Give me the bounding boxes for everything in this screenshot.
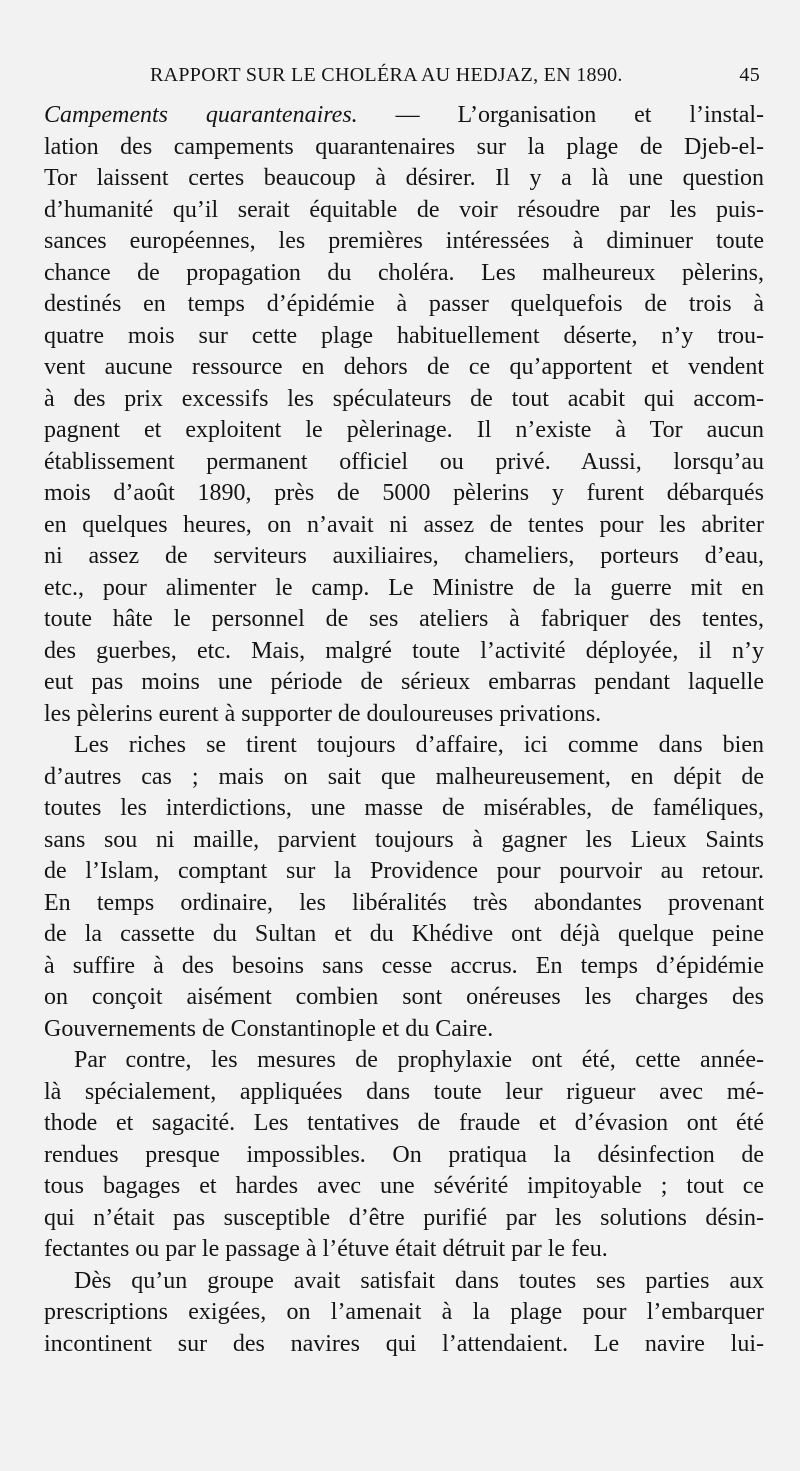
section-lead: Campements quarantenaires.	[44, 102, 358, 128]
text-line: quatre mois sur cette plage habituellement déserte, n’y trou-	[44, 322, 764, 349]
text-line: les pèlerins eurent à supporter de douloureuses privations.	[44, 700, 602, 727]
text-line-content: — L’organisation et l’instal-	[357, 102, 764, 128]
text-line: rendues presque impossibles. On pratiqua la désinfection de	[44, 1141, 764, 1168]
text-line: Dès qu’un groupe avait satisfait dans toutes ses parties aux	[74, 1267, 764, 1294]
text-line: eut pas moins une période de sérieux embarras pendant laquelle	[44, 669, 764, 695]
text-line: pagnent et exploitent le pèlerinage. Il n’existe à Tor aucun	[44, 417, 764, 443]
text-line: toute hâte le personnel de ses ateliers à fabriquer des tentes,	[44, 606, 764, 632]
text-line: etc., pour alimenter le camp. Le Ministre de la guerre mit en	[44, 574, 764, 601]
page-number: 45	[739, 64, 760, 86]
text-line: vent aucune ressource en dehors de ce qu’apportent et vendent	[44, 354, 764, 380]
text-line: chance de propagation du choléra. Les malheureux pèlerins,	[44, 259, 764, 286]
text-line: En temps ordinaire, les libéralités très abondantes provenant	[44, 889, 764, 916]
text-line: d’humanité qu’il serait équitable de voir résoudre par les puis-	[44, 196, 764, 223]
text-line: Les riches se tirent toujours d’affaire, ici comme dans bien	[74, 732, 764, 758]
text-line: Gouvernements de Constantinople et du Caire.	[44, 1015, 494, 1042]
text-line: à des prix excessifs les spéculateurs de tout acabit qui accom-	[44, 385, 764, 412]
text-line: sances européennes, les premières intéressées à diminuer toute	[44, 228, 764, 254]
text-line: établissement permanent officiel ou privé. Aussi, lorsqu’au	[44, 448, 764, 475]
text-line: Tor laissent certes beaucoup à désirer. Il y a là une question	[44, 165, 764, 191]
running-header	[150, 64, 760, 90]
text-line: destinés en temps d’épidémie à passer quelquefois de trois à	[44, 291, 764, 317]
text-line	[44, 100, 764, 132]
text-line: à suffire à des besoins sans cesse accrus. En temps d’épidémie	[44, 952, 764, 979]
text-line: fectantes ou par le passage à l’étuve était détruit par le feu.	[44, 1236, 608, 1262]
text-line: incontinent sur des navires qui l’attendaient. Le navire lui-	[44, 1330, 764, 1357]
text-line: ni assez de serviteurs auxiliaires, chameliers, porteurs d’eau,	[44, 543, 764, 569]
text-line: tous bagages et hardes avec une sévérité impitoyable ; tout ce	[44, 1173, 764, 1199]
text-line: lation des campements quarantenaires sur la plage de Djeb-el-	[44, 133, 764, 160]
text-line: on conçoit aisément combien sont onéreuses les charges des	[44, 984, 764, 1010]
text-line: mois d’août 1890, près de 5000 pèlerins y furent débarqués	[44, 480, 764, 506]
text-line: des guerbes, etc. Mais, malgré toute l’activité déployée, il n’y	[44, 637, 764, 664]
text-line: sans sou ni maille, parvient toujours à gagner les Lieux Saints	[44, 826, 764, 853]
text-line: là spécialement, appliquées dans toute leur rigueur avec mé-	[44, 1078, 764, 1105]
text-line: en quelques heures, on n’avait ni assez de tentes pour les abriter	[44, 511, 764, 538]
text-line: prescriptions exigées, on l’amenait à la plage pour l’embarquer	[44, 1299, 764, 1325]
text-line: qui n’était pas susceptible d’être purifié par les solutions désin-	[44, 1204, 764, 1231]
text-line: d’autres cas ; mais on sait que malheureusement, en dépit de	[44, 763, 764, 790]
header-title: RAPPORT SUR LE CHOLÉRA AU HEDJAZ, EN 1890.	[150, 64, 623, 86]
text-line: Par contre, les mesures de prophylaxie ont été, cette année-	[74, 1047, 764, 1073]
text-line: de l’Islam, comptant sur la Providence pour pourvoir au retour.	[44, 858, 764, 884]
text-line: de la cassette du Sultan et du Khédive ont déjà quelque peine	[44, 921, 764, 947]
text-line: thode et sagacité. Les tentatives de fraude et d’évasion ont été	[44, 1110, 764, 1136]
text-line: toutes les interdictions, une masse de misérables, de faméliques,	[44, 795, 764, 821]
body-text	[44, 100, 764, 1360]
